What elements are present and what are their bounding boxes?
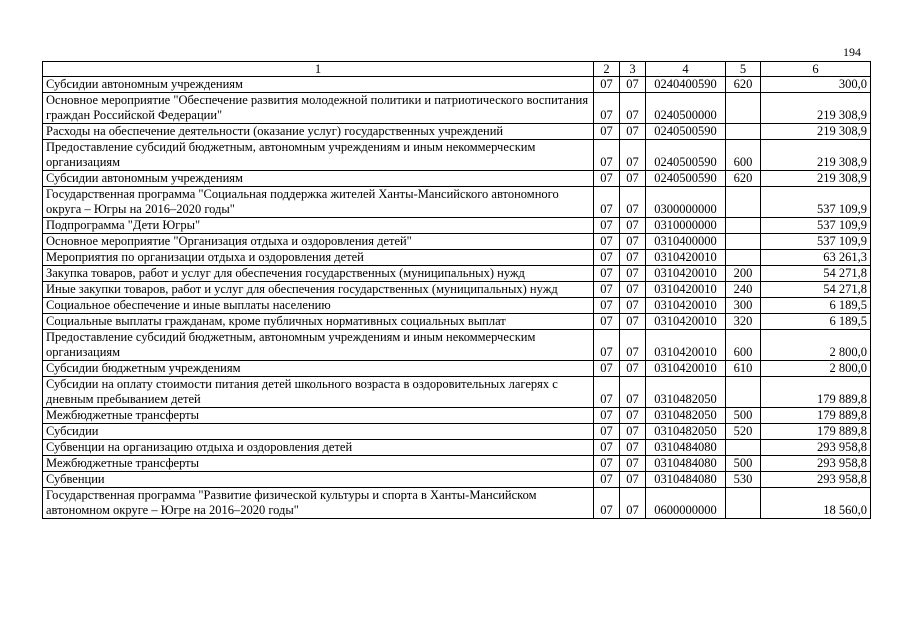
target-article-code-cell: 0310420010	[646, 282, 726, 298]
table-row	[43, 234, 871, 250]
subsection-code-cell: 07	[620, 424, 646, 440]
table-row	[43, 250, 871, 266]
target-article-code-cell: 0310482050	[646, 424, 726, 440]
section-code-cell: 07	[594, 361, 620, 377]
subsection-code-cell: 07	[620, 93, 646, 124]
expense-type-code-cell	[726, 440, 761, 456]
subsection-code-cell: 07	[620, 266, 646, 282]
subsection-code-cell: 07	[620, 140, 646, 171]
column-header-1: 1	[43, 62, 594, 77]
table-row	[43, 330, 871, 361]
expense-type-code-cell: 620	[726, 171, 761, 187]
expense-name-cell: Субсидии	[43, 424, 594, 440]
expense-name-cell: Расходы на обеспечение деятельности (оказание услуг) государственных учреждений	[43, 124, 594, 140]
amount-cell: 537 109,9	[761, 218, 871, 234]
amount-cell: 537 109,9	[761, 187, 871, 218]
expense-name-cell: Социальные выплаты гражданам, кроме публичных нормативных социальных выплат	[43, 314, 594, 330]
amount-cell: 179 889,8	[761, 408, 871, 424]
expense-name-cell: Субвенции	[43, 472, 594, 488]
table-row	[43, 93, 871, 124]
expense-type-code-cell	[726, 488, 761, 519]
expense-type-code-cell	[726, 93, 761, 124]
expense-name-cell: Основное мероприятие "Обеспечение развития молодежной политики и патриотического воспитания граждан Российской Федерации"	[43, 93, 594, 124]
expense-type-code-cell: 500	[726, 456, 761, 472]
section-code-cell: 07	[594, 124, 620, 140]
amount-cell: 6 189,5	[761, 298, 871, 314]
target-article-code-cell: 0310420010	[646, 361, 726, 377]
expense-type-code-cell: 320	[726, 314, 761, 330]
expense-type-code-cell	[726, 234, 761, 250]
target-article-code-cell: 0240500590	[646, 124, 726, 140]
section-code-cell: 07	[594, 377, 620, 408]
amount-cell: 2 800,0	[761, 330, 871, 361]
section-code-cell: 07	[594, 424, 620, 440]
column-header-3: 3	[620, 62, 646, 77]
expense-type-code-cell	[726, 250, 761, 266]
expense-type-code-cell: 520	[726, 424, 761, 440]
expense-type-code-cell	[726, 377, 761, 408]
target-article-code-cell: 0310482050	[646, 377, 726, 408]
subsection-code-cell: 07	[620, 298, 646, 314]
subsection-code-cell: 07	[620, 361, 646, 377]
expense-type-code-cell	[726, 218, 761, 234]
target-article-code-cell: 0310420010	[646, 250, 726, 266]
subsection-code-cell: 07	[620, 187, 646, 218]
amount-cell: 300,0	[761, 77, 871, 93]
section-code-cell: 07	[594, 330, 620, 361]
expense-type-code-cell: 600	[726, 140, 761, 171]
table-row	[43, 140, 871, 171]
expense-name-cell: Государственная программа "Социальная поддержка жителей Ханты-Мансийского автономного округа – Югры на 2016–2020 годы"	[43, 187, 594, 218]
expense-type-code-cell: 530	[726, 472, 761, 488]
amount-cell: 179 889,8	[761, 377, 871, 408]
section-code-cell: 07	[594, 250, 620, 266]
amount-cell: 219 308,9	[761, 93, 871, 124]
table-row	[43, 314, 871, 330]
table-row	[43, 266, 871, 282]
expense-type-code-cell	[726, 187, 761, 218]
subsection-code-cell: 07	[620, 250, 646, 266]
table-row	[43, 456, 871, 472]
subsection-code-cell: 07	[620, 440, 646, 456]
expense-name-cell: Субвенции на организацию отдыха и оздоровления детей	[43, 440, 594, 456]
expense-name-cell: Социальное обеспечение и иные выплаты населению	[43, 298, 594, 314]
amount-cell: 54 271,8	[761, 282, 871, 298]
table-row	[43, 440, 871, 456]
subsection-code-cell: 07	[620, 171, 646, 187]
column-header-4: 4	[646, 62, 726, 77]
expense-type-code-cell: 500	[726, 408, 761, 424]
expense-type-code-cell: 610	[726, 361, 761, 377]
target-article-code-cell: 0310420010	[646, 298, 726, 314]
subsection-code-cell: 07	[620, 282, 646, 298]
table-row	[43, 282, 871, 298]
target-article-code-cell: 0310482050	[646, 408, 726, 424]
expense-type-code-cell: 240	[726, 282, 761, 298]
section-code-cell: 07	[594, 488, 620, 519]
expense-name-cell: Субсидии на оплату стоимости питания детей школьного возраста в оздоровительных лагерях с дневным пребыванием детей	[43, 377, 594, 408]
target-article-code-cell: 0310420010	[646, 330, 726, 361]
expense-type-code-cell: 200	[726, 266, 761, 282]
amount-cell: 18 560,0	[761, 488, 871, 519]
target-article-code-cell: 0310000000	[646, 218, 726, 234]
budget-table	[42, 61, 871, 519]
subsection-code-cell: 07	[620, 330, 646, 361]
column-header-2: 2	[594, 62, 620, 77]
table-row	[43, 298, 871, 314]
section-code-cell: 07	[594, 140, 620, 171]
column-header-6: 6	[761, 62, 871, 77]
subsection-code-cell: 07	[620, 377, 646, 408]
expense-type-code-cell: 600	[726, 330, 761, 361]
table-body	[43, 77, 871, 519]
amount-cell: 537 109,9	[761, 234, 871, 250]
expense-name-cell: Закупка товаров, работ и услуг для обеспечения государственных (муниципальных) нужд	[43, 266, 594, 282]
subsection-code-cell: 07	[620, 472, 646, 488]
expense-type-code-cell: 300	[726, 298, 761, 314]
target-article-code-cell: 0240500590	[646, 140, 726, 171]
table-row	[43, 408, 871, 424]
table-row	[43, 472, 871, 488]
subsection-code-cell: 07	[620, 124, 646, 140]
subsection-code-cell: 07	[620, 456, 646, 472]
expense-name-cell: Субсидии автономным учреждениям	[43, 171, 594, 187]
amount-cell: 293 958,8	[761, 472, 871, 488]
expense-type-code-cell	[726, 124, 761, 140]
section-code-cell: 07	[594, 187, 620, 218]
subsection-code-cell: 07	[620, 218, 646, 234]
table-row	[43, 124, 871, 140]
target-article-code-cell: 0310420010	[646, 314, 726, 330]
amount-cell: 219 308,9	[761, 171, 871, 187]
subsection-code-cell: 07	[620, 234, 646, 250]
target-article-code-cell: 0310484080	[646, 456, 726, 472]
target-article-code-cell: 0300000000	[646, 187, 726, 218]
amount-cell: 293 958,8	[761, 440, 871, 456]
section-code-cell: 07	[594, 298, 620, 314]
target-article-code-cell: 0310420010	[646, 266, 726, 282]
section-code-cell: 07	[594, 93, 620, 124]
section-code-cell: 07	[594, 314, 620, 330]
table-header-row	[43, 62, 871, 77]
amount-cell: 2 800,0	[761, 361, 871, 377]
expense-name-cell: Подпрограмма "Дети Югры"	[43, 218, 594, 234]
amount-cell: 293 958,8	[761, 456, 871, 472]
table-row	[43, 377, 871, 408]
target-article-code-cell: 0310484080	[646, 440, 726, 456]
section-code-cell: 07	[594, 282, 620, 298]
section-code-cell: 07	[594, 456, 620, 472]
expense-name-cell: Предоставление субсидий бюджетным, автономным учреждениям и иным некоммерческим организациям	[43, 140, 594, 171]
amount-cell: 54 271,8	[761, 266, 871, 282]
section-code-cell: 07	[594, 77, 620, 93]
expense-name-cell: Иные закупки товаров, работ и услуг для обеспечения государственных (муниципальных) нужд	[43, 282, 594, 298]
section-code-cell: 07	[594, 408, 620, 424]
table-row	[43, 77, 871, 93]
expense-name-cell: Предоставление субсидий бюджетным, автономным учреждениям и иным некоммерческим организациям	[43, 330, 594, 361]
section-code-cell: 07	[594, 171, 620, 187]
amount-cell: 179 889,8	[761, 424, 871, 440]
table-row	[43, 361, 871, 377]
table-row	[43, 218, 871, 234]
expense-name-cell: Субсидии автономным учреждениям	[43, 77, 594, 93]
target-article-code-cell: 0240500000	[646, 93, 726, 124]
subsection-code-cell: 07	[620, 408, 646, 424]
section-code-cell: 07	[594, 472, 620, 488]
amount-cell: 6 189,5	[761, 314, 871, 330]
expense-name-cell: Государственная программа "Развитие физической культуры и спорта в Ханты-Мансийском автономном округе – Югре на 2016–2020 годы"	[43, 488, 594, 519]
amount-cell: 63 261,3	[761, 250, 871, 266]
table-row	[43, 424, 871, 440]
amount-cell: 219 308,9	[761, 124, 871, 140]
target-article-code-cell: 0600000000	[646, 488, 726, 519]
expense-name-cell: Межбюджетные трансферты	[43, 456, 594, 472]
table-row	[43, 488, 871, 519]
target-article-code-cell: 0240400590	[646, 77, 726, 93]
amount-cell: 219 308,9	[761, 140, 871, 171]
section-code-cell: 07	[594, 266, 620, 282]
target-article-code-cell: 0240500590	[646, 171, 726, 187]
section-code-cell: 07	[594, 234, 620, 250]
subsection-code-cell: 07	[620, 488, 646, 519]
expense-name-cell: Основное мероприятие "Организация отдыха и оздоровления детей"	[43, 234, 594, 250]
expense-name-cell: Мероприятия по организации отдыха и оздоровления детей	[43, 250, 594, 266]
subsection-code-cell: 07	[620, 77, 646, 93]
page-number: 194	[843, 45, 861, 59]
table-row	[43, 187, 871, 218]
section-code-cell: 07	[594, 218, 620, 234]
target-article-code-cell: 0310484080	[646, 472, 726, 488]
expense-name-cell: Межбюджетные трансферты	[43, 408, 594, 424]
section-code-cell: 07	[594, 440, 620, 456]
column-header-5: 5	[726, 62, 761, 77]
table-row	[43, 171, 871, 187]
target-article-code-cell: 0310400000	[646, 234, 726, 250]
expense-type-code-cell: 620	[726, 77, 761, 93]
subsection-code-cell: 07	[620, 314, 646, 330]
expense-name-cell: Субсидии бюджетным учреждениям	[43, 361, 594, 377]
